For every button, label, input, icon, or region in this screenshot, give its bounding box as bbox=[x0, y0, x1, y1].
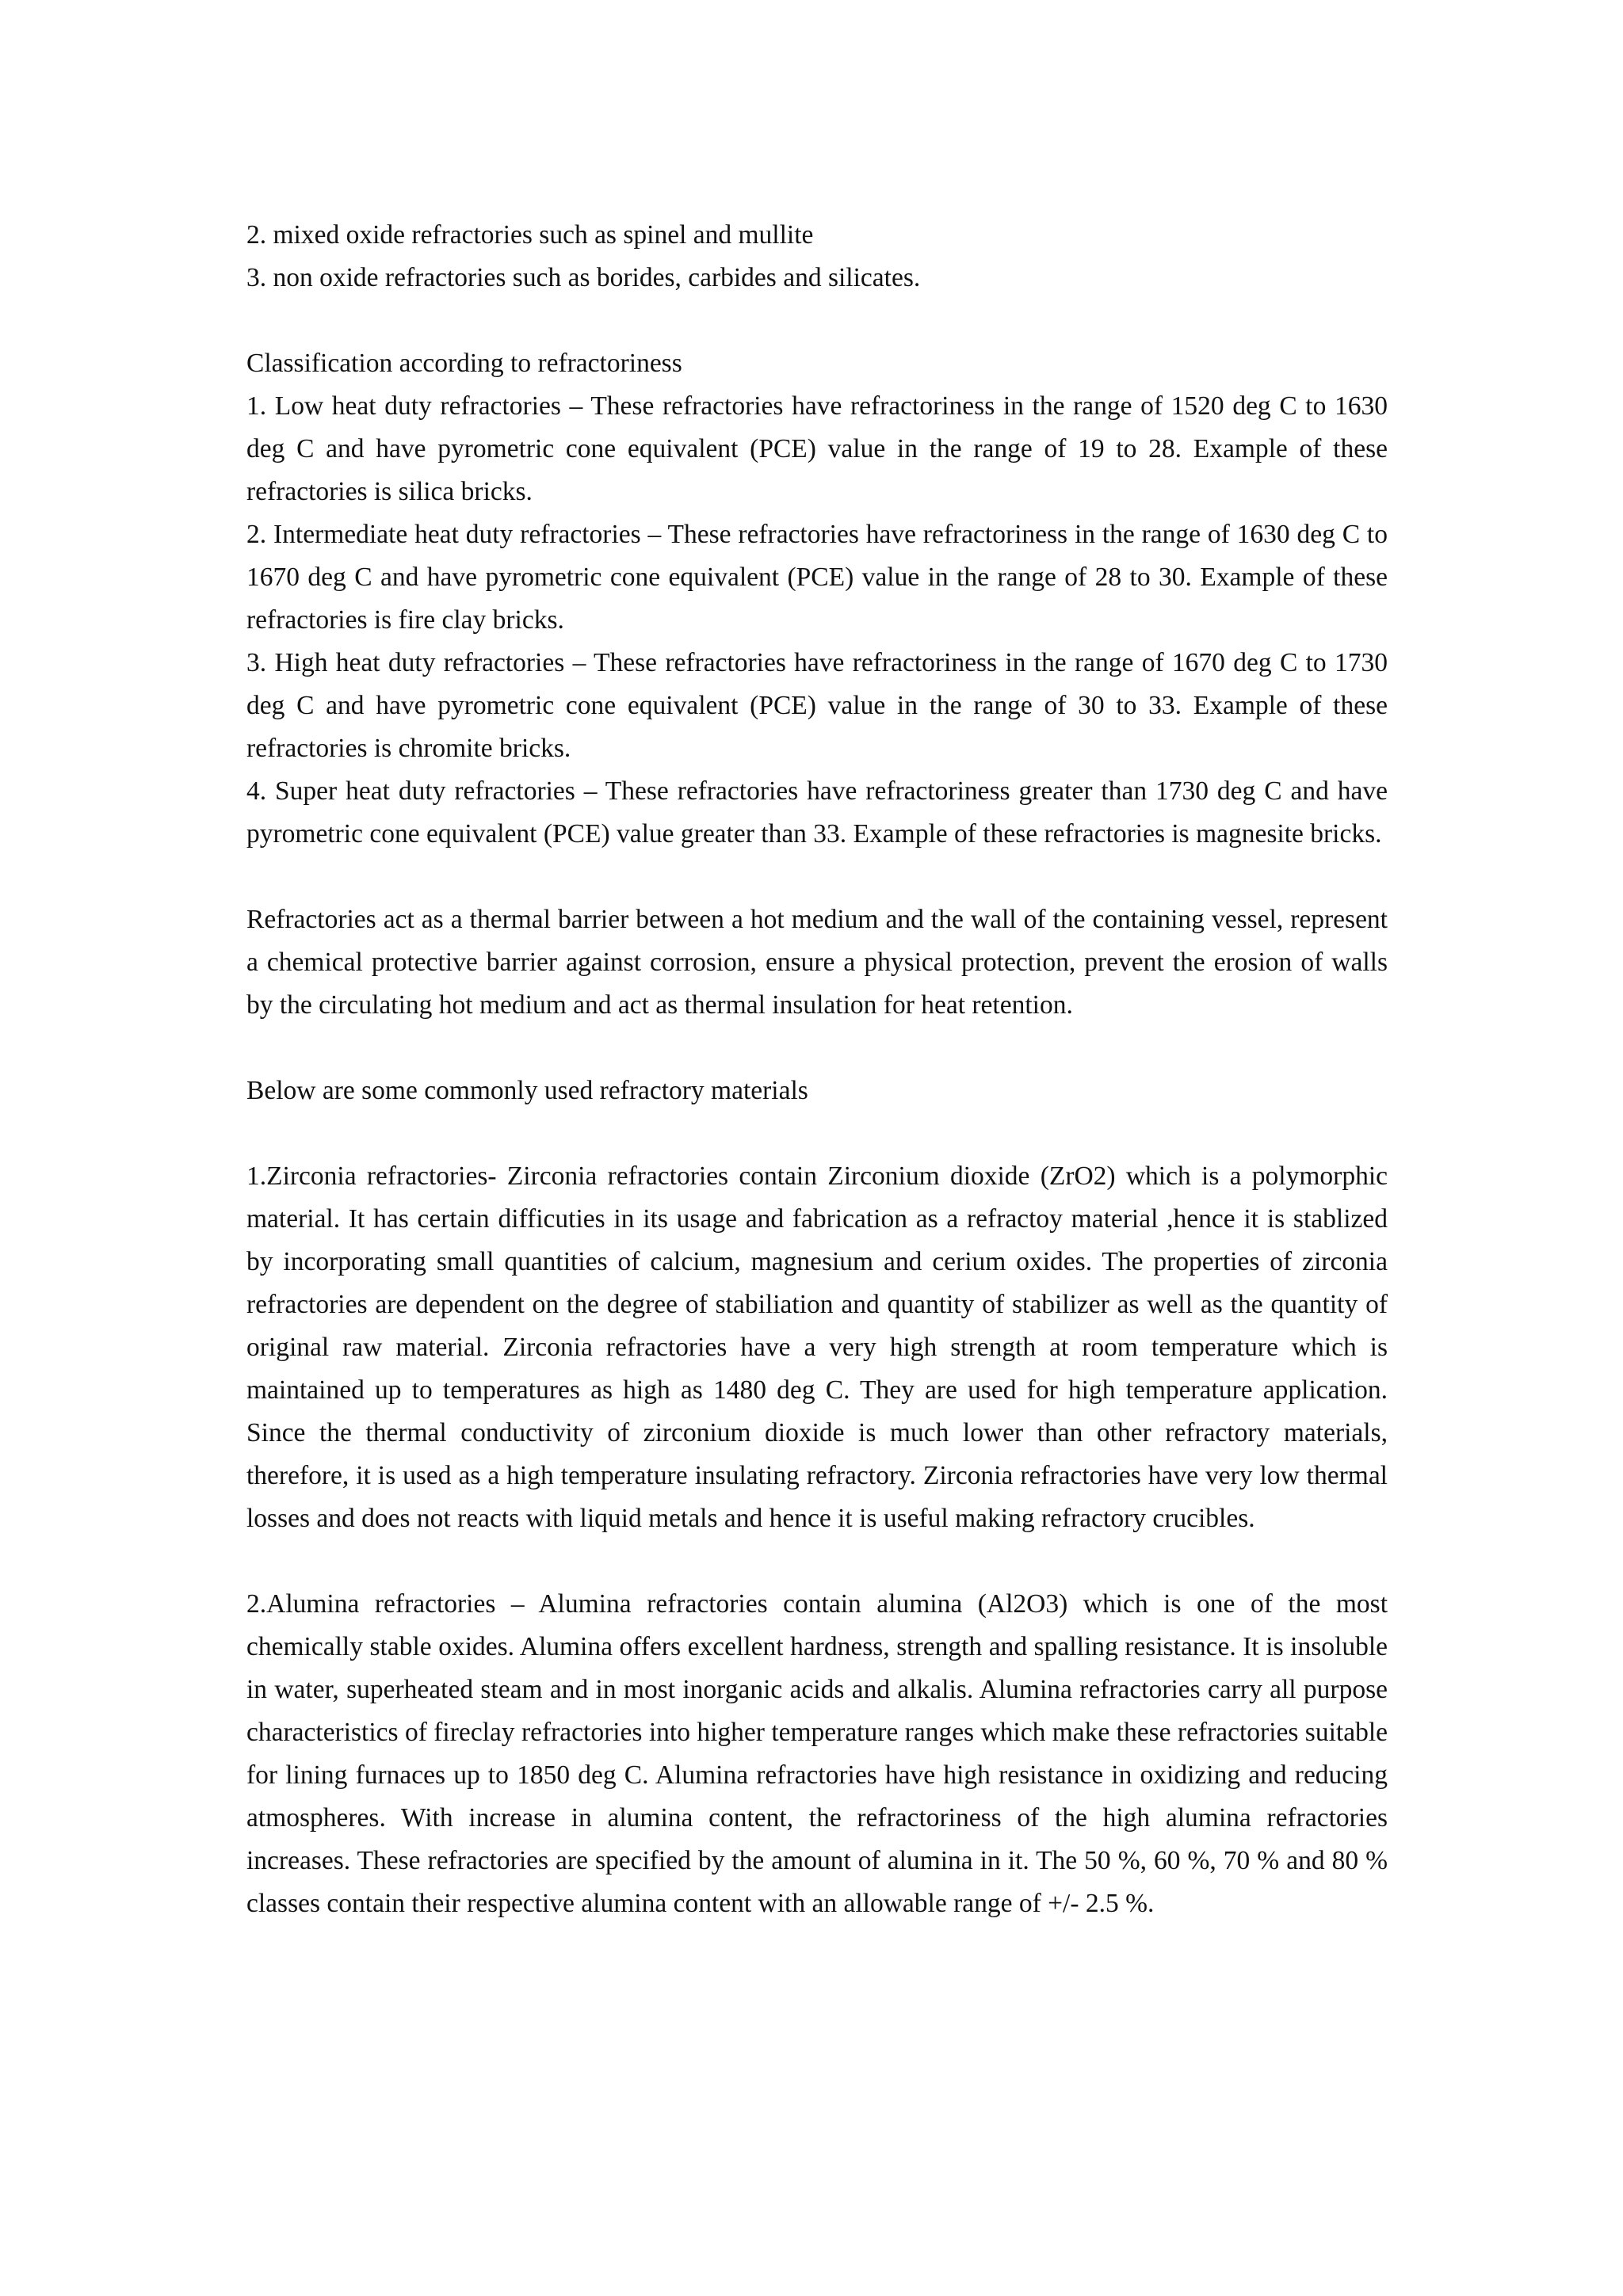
paragraph-gap bbox=[246, 1027, 1388, 1070]
refractoriness-item-super-heat: 4. Super heat duty refractories – These refractories have refractoriness greater than 1730 deg C and have pyrometric cone equivalent (PCE) value greater than 33. Example of these refractories is magnesite bricks. bbox=[246, 776, 1388, 849]
document-body bbox=[246, 214, 1388, 1925]
refractoriness-item-low-heat: 1. Low heat duty refractories – These refractories have refractoriness in the range of 1520 deg C to 1630 deg C and have pyrometric cone equivalent (PCE) value in the range of 19 to 28. Example of these refractories is silica bricks. bbox=[246, 391, 1388, 506]
zirconia-paragraph: 1.Zirconia refractories- Zirconia refractories contain Zirconium dioxide (ZrO2) which is a polymorphic material. It has certain difficuties in its usage and fabrication as a refractoy material ,hence it is stablized by incorporating small quantities of calcium, magnesium and cerium oxides. The properties of zirconia refractories are dependent on the degree of stabiliation and quantity of stabilizer as well as the quantity of original raw material. Zirconia refractories have a very high strength at room temperature which is maintained up to temperatures as high as 1480 deg C. They are used for high temperature application. Since the thermal conductivity of zirconium dioxide is much lower than other refractory materials, therefore, it is used as a high temperature insulating refractory. Zirconia refractories have very low thermal losses and does not reacts with liquid metals and hence it is useful making refractory crucibles. bbox=[246, 1161, 1388, 1533]
intro-item-non-oxide: 3. non oxide refractories such as borides, carbides and silicates. bbox=[246, 263, 921, 292]
alumina-paragraph: 2.Alumina refractories – Alumina refractories contain alumina (Al2O3) which is one of the most chemically stable oxides. Alumina offers excellent hardness, strength and spalling resistance. It is insoluble in water, superheated steam and in most inorganic acids and alkalis. Alumina refractories carry all purpose characteristics of fireclay refractories into higher temperature ranges which make these refractories suitable for lining furnaces up to 1850 deg C. Alumina refractories have high resistance in oxidizing and reducing atmospheres. With increase in alumina content, the refractoriness of the high alumina refractories increases. These refractories are specified by the amount of alumina in it. The 50 %, 60 %, 70 % and 80 % classes contain their respective alumina content with an allowable range of +/- 2.5 %. bbox=[246, 1589, 1388, 1918]
intro-item-mixed-oxide: 2. mixed oxide refractories such as spinel and mullite bbox=[246, 220, 814, 250]
materials-intro: Below are some commonly used refractory materials bbox=[246, 1076, 808, 1105]
refractoriness-heading: Classification according to refractoriness bbox=[246, 349, 682, 378]
paragraph-gap bbox=[246, 1112, 1388, 1155]
paragraph-gap bbox=[246, 299, 1388, 342]
refractoriness-item-intermediate-heat: 2. Intermediate heat duty refractories – These refractories have refractoriness in the range of 1630 deg C to 1670 deg C and have pyrometric cone equivalent (PCE) value in the range of 28 to 30. Example of these refractories is fire clay bricks. bbox=[246, 520, 1388, 635]
thermal-barrier-paragraph: Refractories act as a thermal barrier between a hot medium and the wall of the containing vessel, represent a chemical protective barrier against corrosion, ensure a physical protection, prevent the erosion of walls by the circulating hot medium and act as thermal insulation for heat retention. bbox=[246, 905, 1388, 1020]
paragraph-gap bbox=[246, 856, 1388, 898]
refractoriness-item-high-heat: 3. High heat duty refractories – These refractories have refractoriness in the range of 1670 deg C to 1730 deg C and have pyrometric cone equivalent (PCE) value in the range of 30 to 33. Example of these refractories is chromite bricks. bbox=[246, 648, 1388, 763]
paragraph-gap bbox=[246, 1540, 1388, 1583]
